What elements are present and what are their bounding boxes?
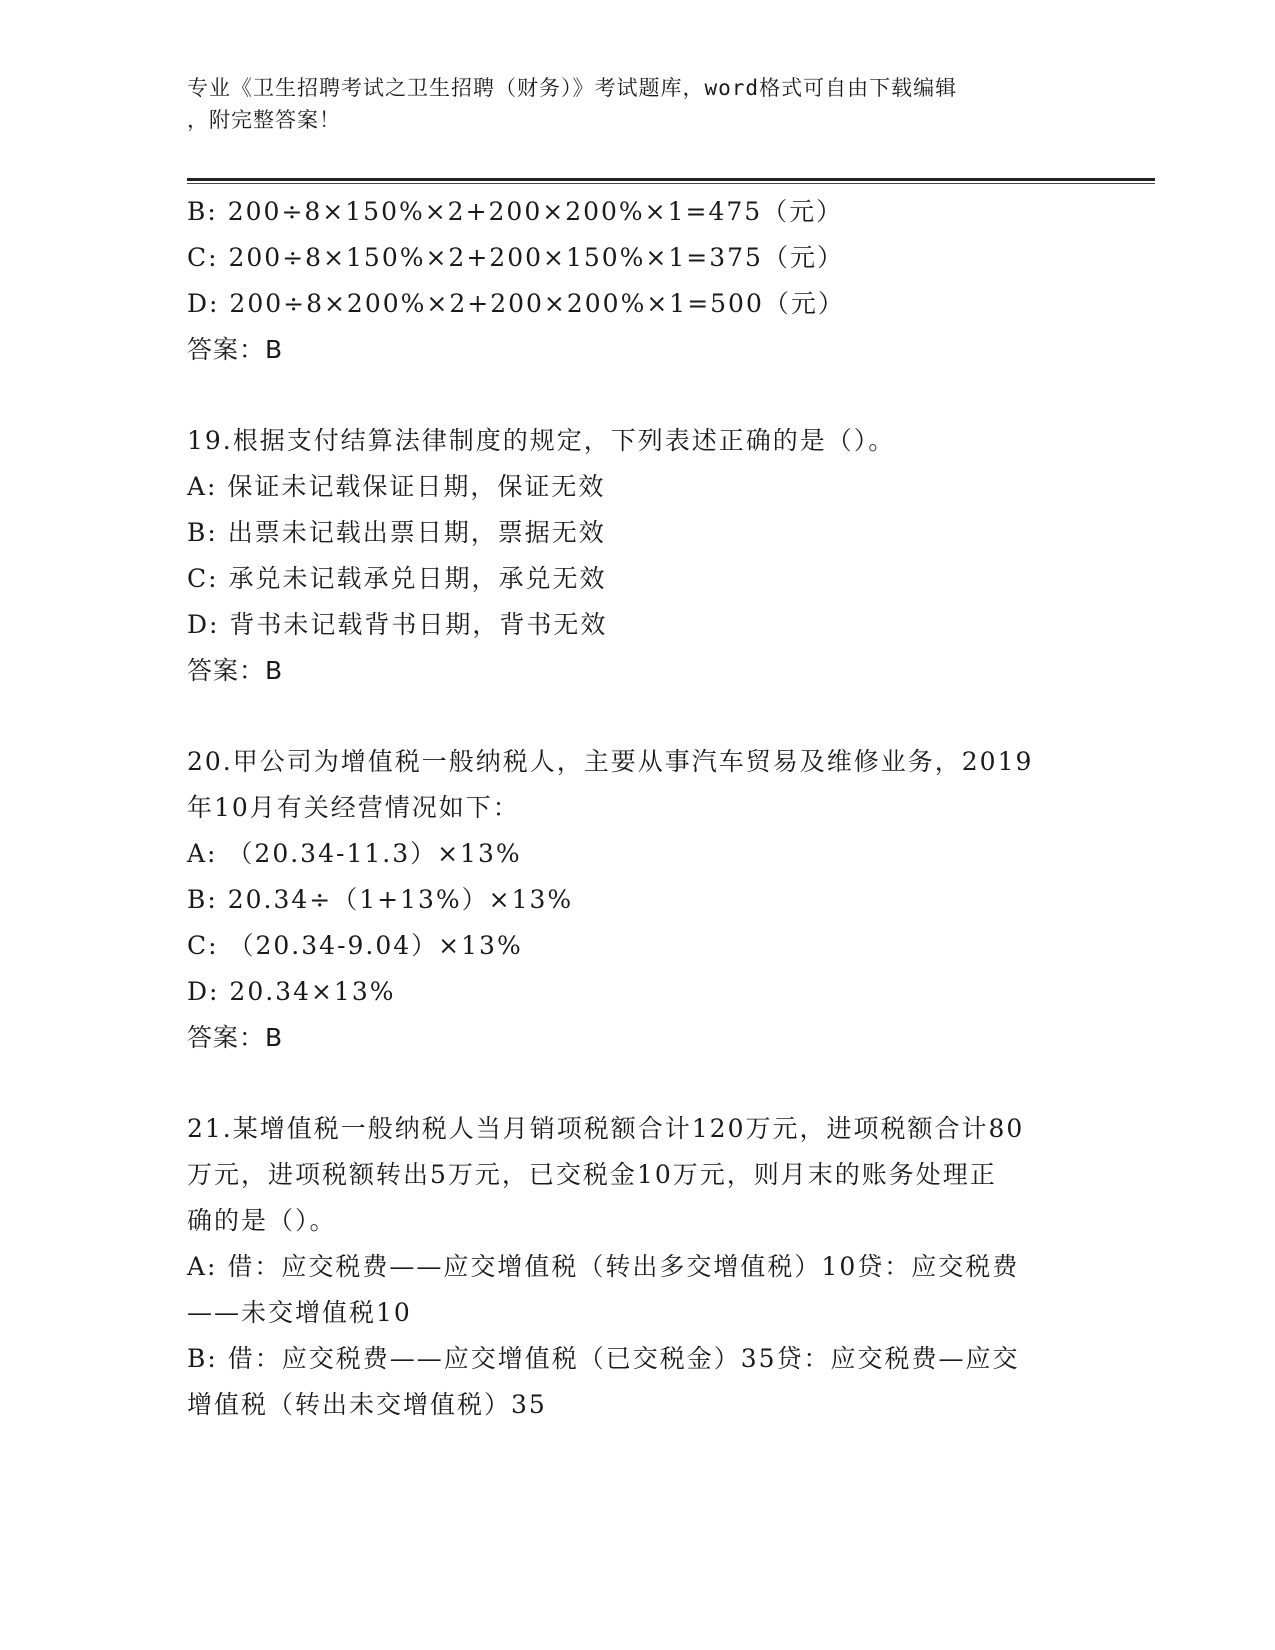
- header-divider-thin: [187, 183, 1155, 184]
- question-21: [187, 1106, 1077, 1428]
- header-subtitle-line: ，附完整答案！: [187, 108, 341, 132]
- question-19: [187, 418, 1077, 694]
- spacer: [187, 373, 1077, 418]
- option-b: B: 200÷8×150%×2+200×200%×1=475（元）: [187, 197, 844, 226]
- document-header: [187, 72, 1067, 136]
- option-d: D: 背书未记载背书日期，背书无效: [187, 610, 608, 639]
- question-stem-line: 20.甲公司为增值税一般纳税人，主要从事汽车贸易及维修业务，2019: [187, 747, 1034, 776]
- option-b-line: 增值税（转出未交增值税）35: [187, 1390, 547, 1419]
- question-stem-line: 21.某增值税一般纳税人当月销项税额合计120万元，进项税额合计80: [187, 1114, 1025, 1143]
- document-body: [187, 189, 1077, 1428]
- option-b: B: 20.34÷（1+13%）×13%: [187, 885, 574, 914]
- option-a: A: 保证未记载保证日期，保证无效: [187, 472, 606, 501]
- option-b-line: B: 借：应交税费——应交增值税（已交税金）35贷：应交税费—应交: [187, 1344, 1020, 1373]
- answer-line: 答案：B: [187, 656, 284, 685]
- header-divider-thick: [187, 178, 1155, 181]
- option-a: A: （20.34-11.3）×13%: [187, 839, 522, 868]
- option-d: D: 200÷8×200%×2+200×200%×1=500（元）: [187, 289, 845, 318]
- header-title-line: 专业《卫生招聘考试之卫生招聘（财务）》考试题库，word格式可自由下载编辑: [187, 76, 958, 100]
- option-a-line: A: 借：应交税费——应交增值税（转出多交增值税）10贷：应交税费: [187, 1252, 1020, 1281]
- option-a-line: ——未交增值税10: [187, 1298, 412, 1327]
- question-stem-line: 万元，进项税额转出5万元，已交税金10万元，则月末的账务处理正: [187, 1160, 997, 1189]
- option-d: D: 20.34×13%: [187, 977, 396, 1006]
- option-c: C: 200÷8×150%×2+200×150%×1=375（元）: [187, 243, 844, 272]
- spacer: [187, 694, 1077, 739]
- option-b: B: 出票未记载出票日期，票据无效: [187, 518, 606, 547]
- question-stem-line: 年10月有关经营情况如下：: [187, 793, 520, 822]
- question-18-continued: [187, 189, 1077, 373]
- spacer: [187, 1061, 1077, 1106]
- question-20: [187, 739, 1077, 1061]
- answer-line: 答案：B: [187, 335, 284, 364]
- option-c: C: 承兑未记载承兑日期，承兑无效: [187, 564, 607, 593]
- question-stem: 19.根据支付结算法律制度的规定，下列表述正确的是（）。: [187, 426, 896, 455]
- question-stem-line: 确的是（）。: [187, 1206, 337, 1235]
- option-c: C: （20.34-9.04）×13%: [187, 931, 523, 960]
- answer-line: 答案：B: [187, 1023, 284, 1052]
